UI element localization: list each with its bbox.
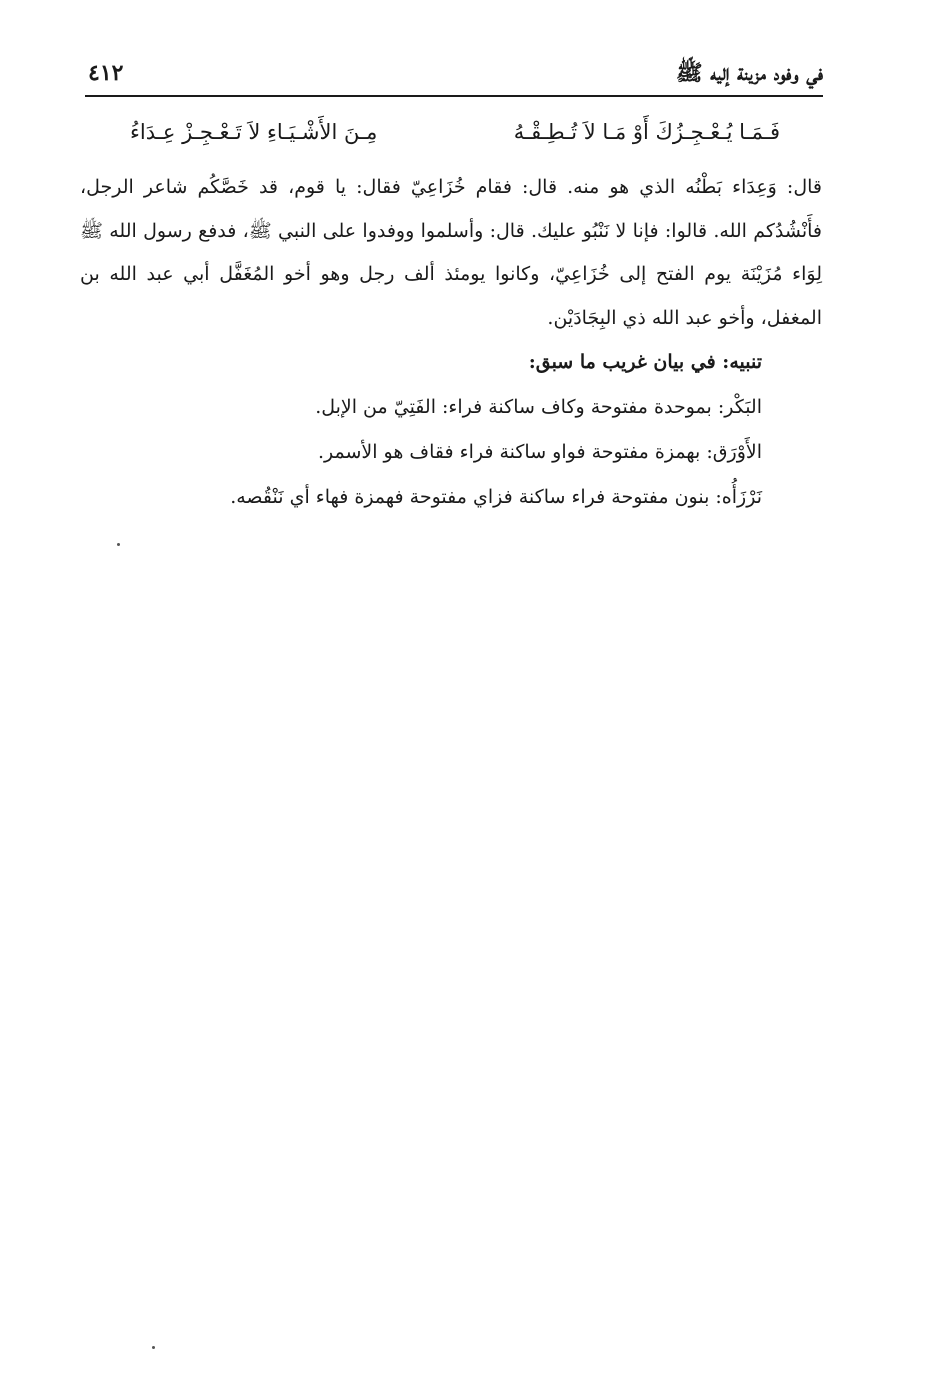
poetry-verse — [130, 112, 780, 152]
page-number: ٤١٢ — [88, 60, 124, 86]
header-rule — [85, 95, 823, 97]
glossary-entry: الأَوْرَق: بهمزة مفتوحة فواو ساكنة فراء فقاف هو الأسمر. — [317, 441, 762, 463]
glossary-entry: نَرْزَأُه: بنون مفتوحة فراء ساكنة فزاي مفتوحة فهمزة فهاء أي نَنْقُصه. — [230, 486, 762, 508]
main-paragraph — [80, 166, 822, 340]
glossary-section — [80, 340, 762, 520]
page-header — [88, 56, 823, 96]
glossary-heading: تنبيه: في بيان غريب ما سبق: — [528, 351, 762, 373]
verse-second-hemistich: مِـنَ الأَشْـيَـاءِ لاَ تَـعْـجِـزْ عِـدَاءُ — [130, 120, 378, 144]
running-title: في وفود مزينة إليه ﷺ — [675, 60, 823, 86]
verse-first-hemistich: فَـمَـا يُـعْـجِـزُكَ أَوْ مَـا لاَ تُـطِـقْـهُ — [513, 120, 780, 144]
scan-speck — [152, 1346, 155, 1349]
paragraph-text: قال: وَعِدَاء بَطْنُه الذي هو منه. قال: فقام خُزَاعِيّ فقال: يا قوم، قد خَصَّكُم شاعر الرجل، فأَنْشُدُكم الله. قالوا: فإنا لا نَنْبُو عليك. قال: وأسلموا ووفدوا على النبي ﷺ، فدفع رسول الله ﷺ لِوَاء مُزَيْنَة يوم الفتح إلى خُزَاعِيّ، وكانوا يومئذ ألف رجل وهو أخو المُغَفَّل أبي عبد الله بن المغفل، وأخو عبد الله ذي البِجَادَيْن. — [80, 176, 822, 329]
glossary-entry: البَكْر: بموحدة مفتوحة وكاف ساكنة فراء: الفَتِيّ من الإبل. — [315, 396, 762, 418]
scan-speck — [117, 543, 120, 546]
